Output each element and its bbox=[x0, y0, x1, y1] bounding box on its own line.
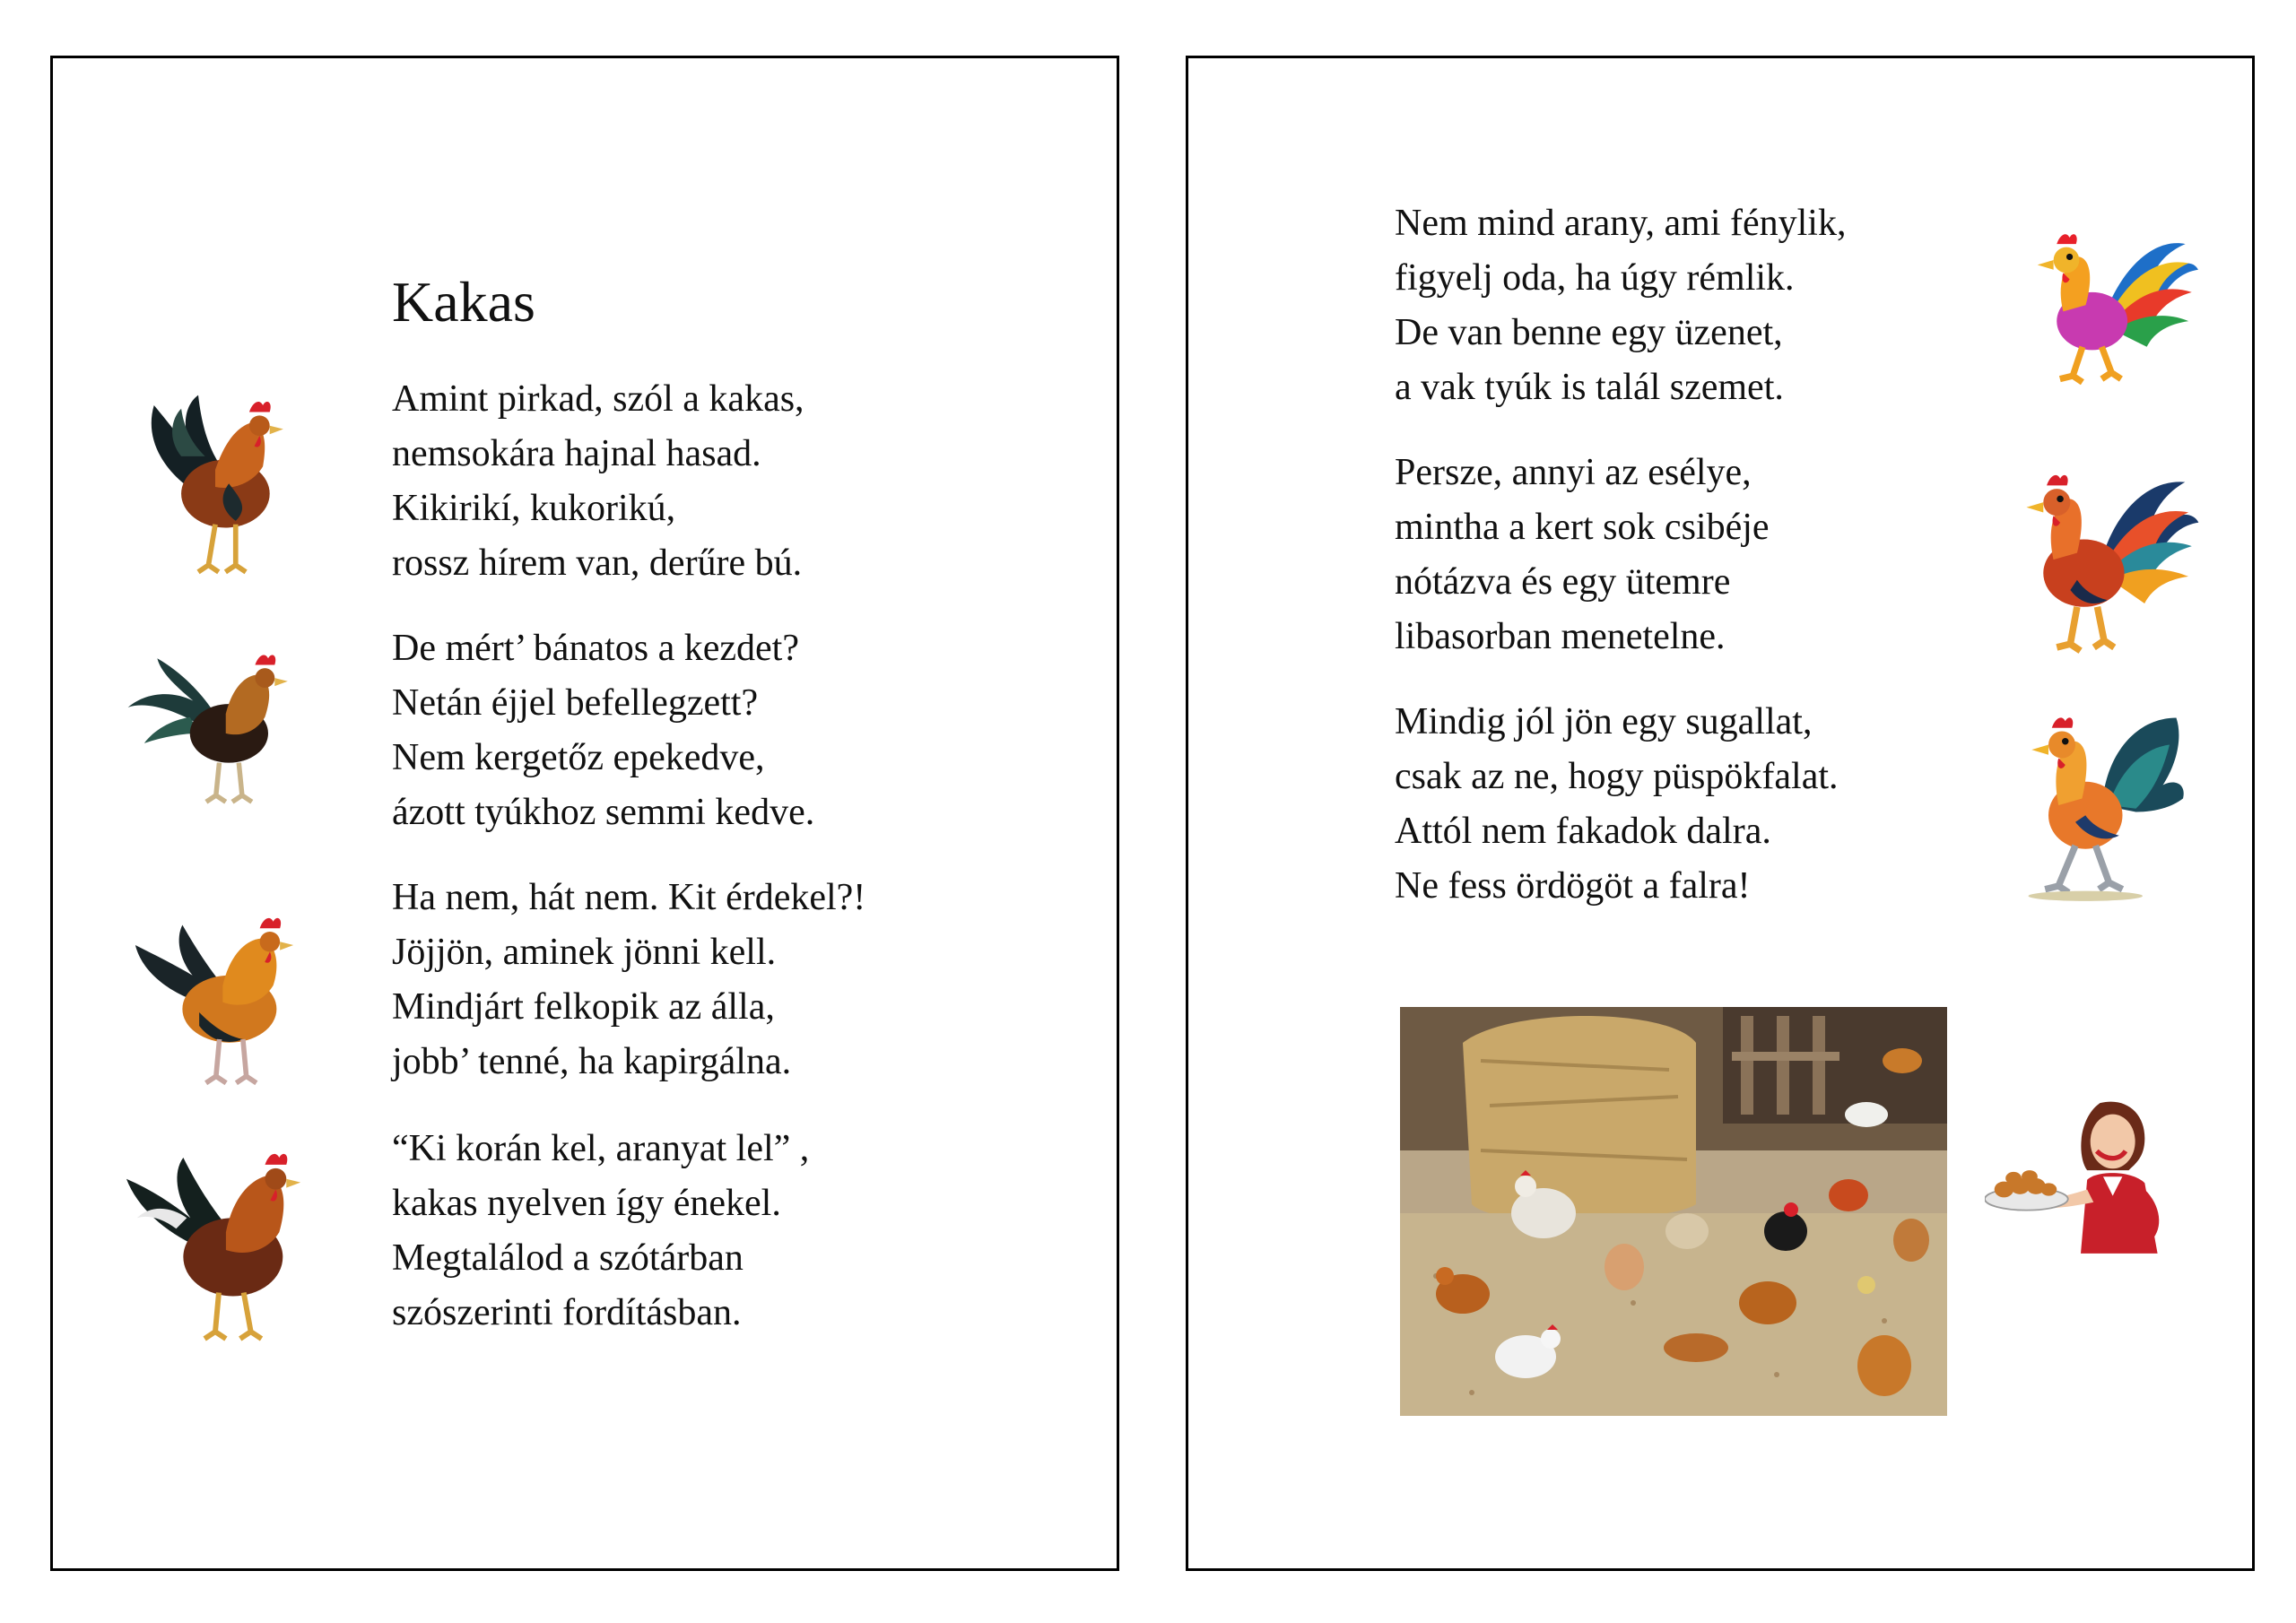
stanza-line: “Ki korán kel, aranyat lel” , bbox=[392, 1128, 810, 1169]
stanza-line: Mindig jól jön egy sugallat, bbox=[1395, 701, 1813, 742]
stanza-line: Attól nem fakadok dalra. bbox=[1395, 811, 1771, 852]
colorful-rooster-icon bbox=[2003, 462, 2205, 661]
stanza-line: nótázva és egy ütemre bbox=[1395, 561, 1731, 603]
stanza-1 bbox=[1395, 196, 1846, 415]
stanza-3 bbox=[1395, 695, 1839, 914]
stanza-line: Nem mind arany, ami fénylik, bbox=[1395, 203, 1847, 244]
rooster-icon bbox=[125, 641, 304, 806]
rooster-icon bbox=[123, 1143, 311, 1350]
stanza-line: Amint pirkad, szól a kakas, bbox=[392, 378, 804, 420]
stanza-line: De mért’ bánatos a kezdet? bbox=[392, 628, 799, 669]
stanza-line: Ne fess ördögöt a falra! bbox=[1395, 865, 1751, 907]
stanza-line: a vak tyúk is talál szemet. bbox=[1395, 367, 1784, 408]
stanza-line: Persze, annyi az esélye, bbox=[1395, 452, 1752, 493]
rooster-icon bbox=[125, 905, 304, 1093]
colorful-rooster-icon bbox=[2008, 221, 2202, 392]
stanza-line: Mindjárt felkopik az álla, bbox=[392, 986, 775, 1028]
stanza-line: szószerinti fordításban. bbox=[392, 1292, 742, 1333]
stanza-line: csak az ne, hogy püspökfalat. bbox=[1395, 756, 1839, 797]
stanza-line: nemsokára hajnal hasad. bbox=[392, 433, 761, 474]
stanza-line: libasorban menetelne. bbox=[1395, 616, 1726, 657]
woman-serving-chicken-icon bbox=[1985, 1093, 2177, 1263]
stanza-line: Jöjjön, aminek jönni kell. bbox=[392, 932, 777, 973]
stanza-2 bbox=[392, 621, 814, 840]
colorful-rooster-icon bbox=[2008, 704, 2196, 907]
poem-title: Kakas bbox=[392, 270, 535, 334]
stanza-line: Ha nem, hát nem. Kit érdekel?! bbox=[392, 877, 866, 918]
stanza-line: Megtalálod a szótárban bbox=[392, 1237, 744, 1279]
stanza-line: ázott tyúkhoz semmi kedve. bbox=[392, 792, 815, 833]
stanza-line: mintha a kert sok csibéje bbox=[1395, 507, 1770, 548]
left-page bbox=[50, 56, 1119, 1571]
stanza-line: Netán éjjel befellegzett? bbox=[392, 682, 759, 724]
stanza-line: Kikirikí, kukorikú, bbox=[392, 488, 676, 529]
stanza-line: jobb’ tenné, ha kapirgálna. bbox=[392, 1041, 792, 1082]
stanza-line: kakas nyelven így énekel. bbox=[392, 1183, 781, 1224]
stanza-line: rossz hírem van, derűre bú. bbox=[392, 542, 803, 584]
stanza-2 bbox=[1395, 446, 1770, 664]
rooster-icon bbox=[130, 388, 300, 586]
stanza-3 bbox=[392, 871, 865, 1089]
right-page bbox=[1186, 56, 2255, 1571]
stanza-line: Nem kergetőz epekedve, bbox=[392, 737, 765, 778]
stanza-line: figyelj oda, ha úgy rémlik. bbox=[1395, 257, 1795, 299]
stanza-1 bbox=[392, 372, 804, 591]
stanza-4 bbox=[392, 1122, 809, 1341]
chicken-farm-photo bbox=[1400, 1007, 1947, 1416]
stanza-line: De van benne egy üzenet, bbox=[1395, 312, 1783, 353]
